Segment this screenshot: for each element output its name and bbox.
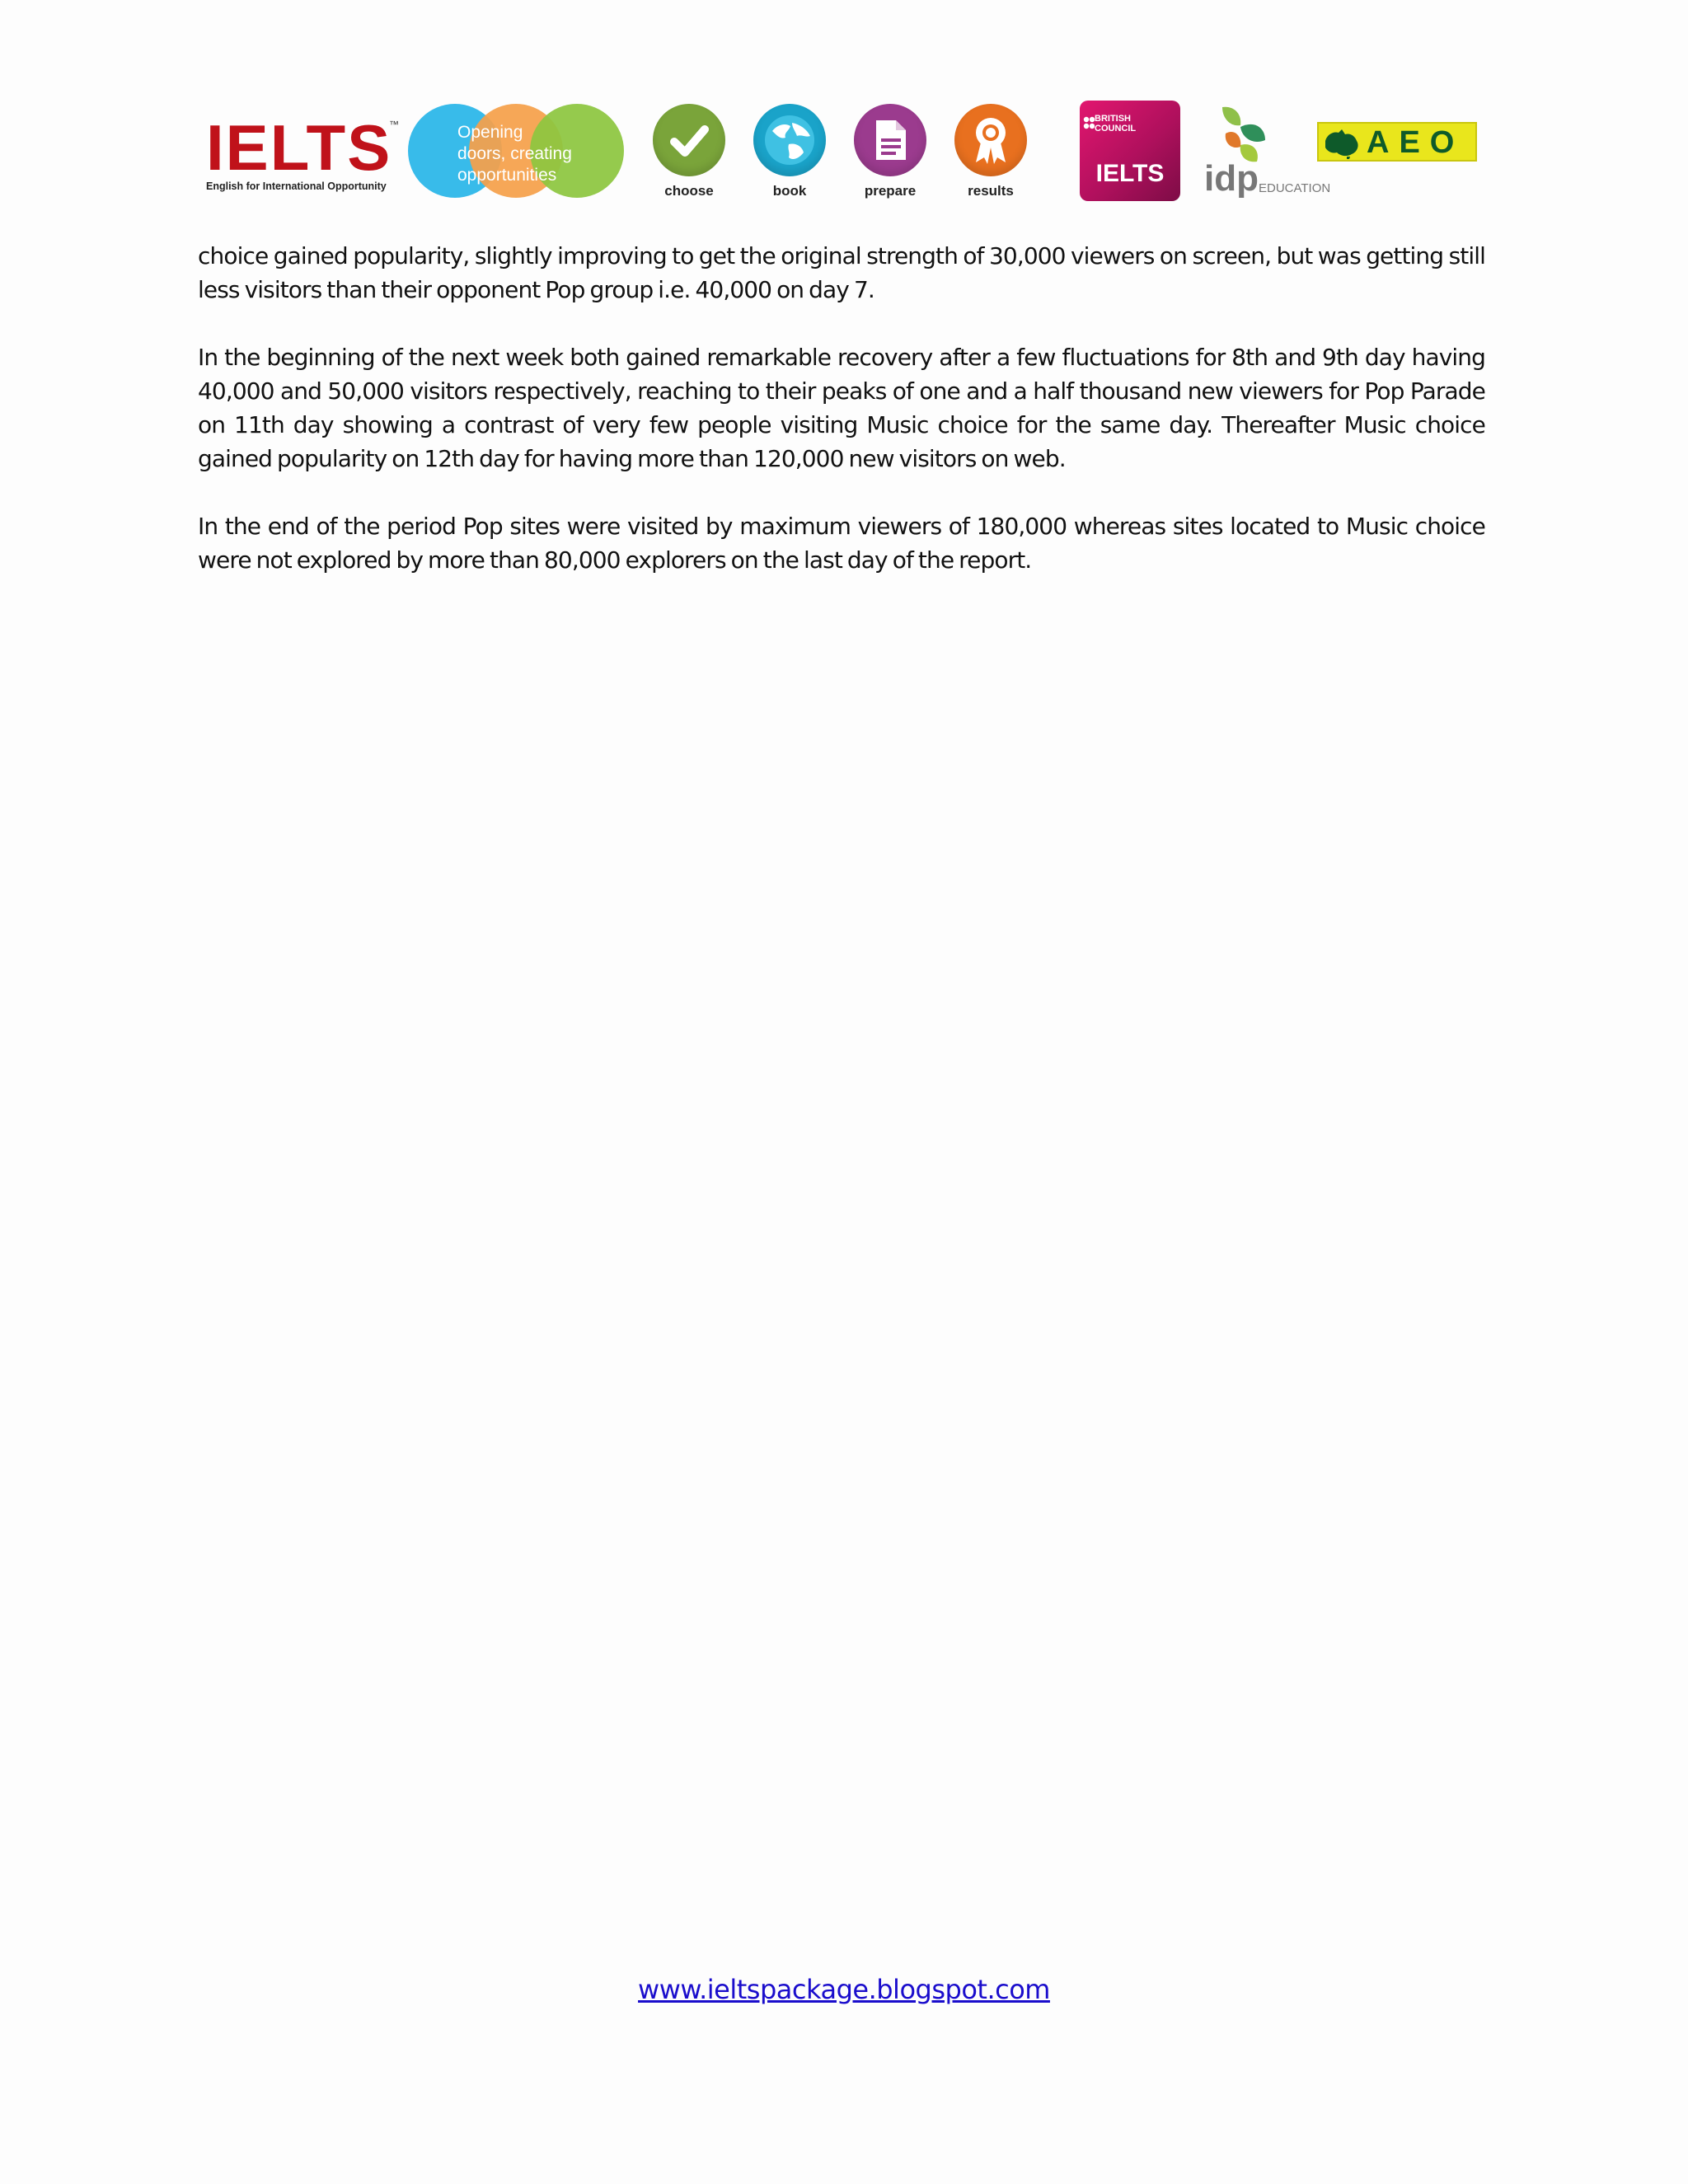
paragraph-2: In the beginning of the next week both gained remarkable recovery after a few fluctuations for 8th and 9th day having 40,000 and 50,000 visitors respectively, reaching to their peaks of one and a half thousand new viewers for Pop Parade on 11th day showing a contrast of very few people visiting Music choice for the same day. Thereafter Music choice gained popularity on 12th day for having more than 120,000 new visitors on web. xyxy=(198,344,1485,472)
ielts-tagline: English for International Opportunity xyxy=(206,180,387,192)
british-council-logo xyxy=(1080,101,1180,201)
page-footer xyxy=(0,1974,1688,2005)
check-icon xyxy=(653,104,725,176)
header-banner xyxy=(198,97,1484,206)
ielts-logo-text: IELTS xyxy=(206,111,392,184)
idp-education: EDUCATION xyxy=(1259,181,1331,195)
british-council-name: BRITISH COUNCIL xyxy=(1095,114,1137,134)
step-prepare xyxy=(851,104,930,199)
paragraph-1: choice gained popularity, slightly improving to get the original strength of 30,000 viewers on screen, but was getting still less visitors than their opponent Pop group i.e. 40,000 on day 7. xyxy=(198,242,1485,303)
globe-icon xyxy=(753,104,826,176)
step-label: book xyxy=(772,183,807,199)
step-label: choose xyxy=(664,183,714,199)
slogan-text: Opening doors, creating opportunities xyxy=(457,123,572,185)
idp-logo xyxy=(1199,102,1331,204)
ielts-logo xyxy=(206,111,399,192)
step-results xyxy=(951,104,1030,199)
idp-word: idp xyxy=(1204,158,1259,199)
british-council-dots-icon xyxy=(1083,115,1095,135)
step-choose xyxy=(649,104,729,199)
document-icon xyxy=(854,104,926,176)
aeo-word: AEO xyxy=(1367,125,1465,160)
document-body xyxy=(198,239,1485,611)
website-link[interactable]: www.ieltspackage.blogspot.com xyxy=(638,1974,1050,2005)
slogan-circles xyxy=(408,104,624,199)
paragraph-3: In the end of the period Pop sites were visited by maximum viewers of 180,000 whereas sites located to Music choice were not explored by more than 80,000 explorers on the last day of the report. xyxy=(198,513,1485,574)
step-label: prepare xyxy=(864,183,917,199)
award-ribbon-icon xyxy=(954,104,1027,176)
australia-map-icon xyxy=(1322,126,1362,159)
british-council-ielts: IELTS xyxy=(1095,160,1165,187)
trademark-symbol: ™ xyxy=(389,119,399,130)
step-label: results xyxy=(968,183,1014,199)
aeo-logo xyxy=(1317,122,1477,162)
step-book xyxy=(750,104,829,199)
